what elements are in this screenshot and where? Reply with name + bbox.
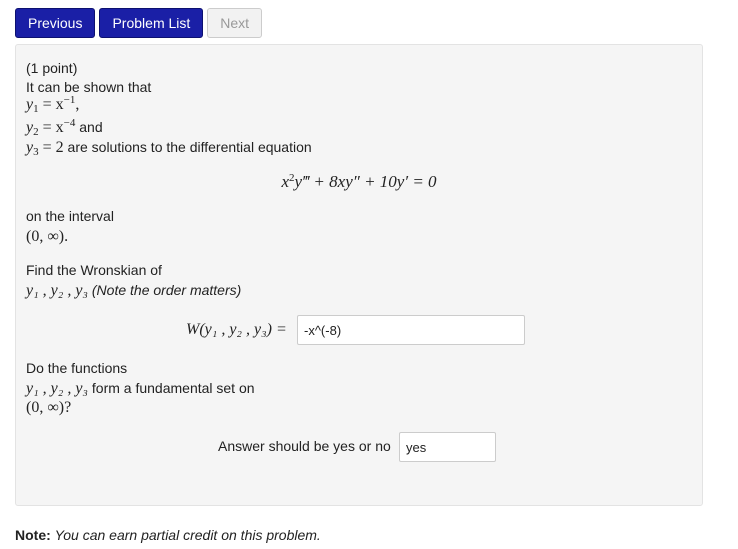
y3-definition: [26, 138, 312, 157]
yesno-label: Answer should be yes or no: [218, 438, 391, 454]
y2-exponent: −4: [63, 117, 76, 129]
y1-symbol: y: [26, 96, 34, 113]
note-text: You can earn partial credit on this problem.: [54, 527, 321, 543]
interval-label: on the interval: [26, 208, 114, 224]
order-note: (Note the order matters): [91, 282, 242, 298]
yesno-input[interactable]: yes: [399, 432, 496, 462]
next-button[interactable]: Next: [207, 8, 262, 38]
y3-symbol: y: [26, 139, 34, 156]
y1-exponent: −1: [63, 94, 76, 106]
de-x: x: [281, 172, 289, 191]
y1-comma: ,: [75, 96, 80, 113]
fundamental-interval: (0, ∞)?: [26, 399, 72, 416]
interval-value: (0, ∞).: [26, 228, 69, 245]
de-x-exponent: 2: [289, 172, 295, 184]
y3-eq: = 2: [42, 139, 64, 156]
find-wronskian-text: Find the Wronskian of: [26, 262, 162, 278]
ys-line: [26, 281, 241, 300]
y3-text: are solutions to the differential equation: [67, 139, 312, 155]
wronskian-expression: W(y₁ , y₂ , y₃) =: [186, 321, 287, 338]
y2-definition: [26, 118, 103, 137]
fundamental-text: form a fundamental set on: [91, 380, 255, 396]
y2-subscript: 2: [33, 126, 39, 138]
ys-list: y₁ , y₂ , y₃: [26, 282, 88, 299]
fundamental-question: Do the functions: [26, 360, 128, 376]
problem-nav: [15, 8, 262, 38]
points-label: (1 point): [26, 60, 78, 76]
y2-symbol: y: [26, 119, 34, 136]
wronskian-lhs: [186, 319, 287, 341]
y1-subscript: 1: [33, 103, 39, 115]
fundamental-line: [26, 379, 255, 398]
partial-credit-note: [15, 527, 321, 543]
wronskian-input[interactable]: -x^(-8): [297, 315, 525, 345]
y3-subscript: 3: [33, 146, 39, 158]
y1-eq: = x: [42, 96, 64, 113]
note-label: Note:: [15, 527, 51, 543]
y2-eq: = x: [42, 119, 64, 136]
problem-panel: [15, 44, 703, 506]
previous-button[interactable]: Previous: [15, 8, 95, 38]
fundamental-ys: y₁ , y₂ , y₃: [26, 380, 88, 397]
differential-equation: [16, 172, 702, 192]
problem-list-button[interactable]: Problem List: [99, 8, 203, 38]
de-rest: y‴ + 8xy″ + 10y′ = 0: [294, 172, 437, 191]
intro-text: It can be shown that: [26, 79, 152, 95]
y1-definition: [26, 96, 79, 114]
and-text: and: [79, 119, 103, 135]
